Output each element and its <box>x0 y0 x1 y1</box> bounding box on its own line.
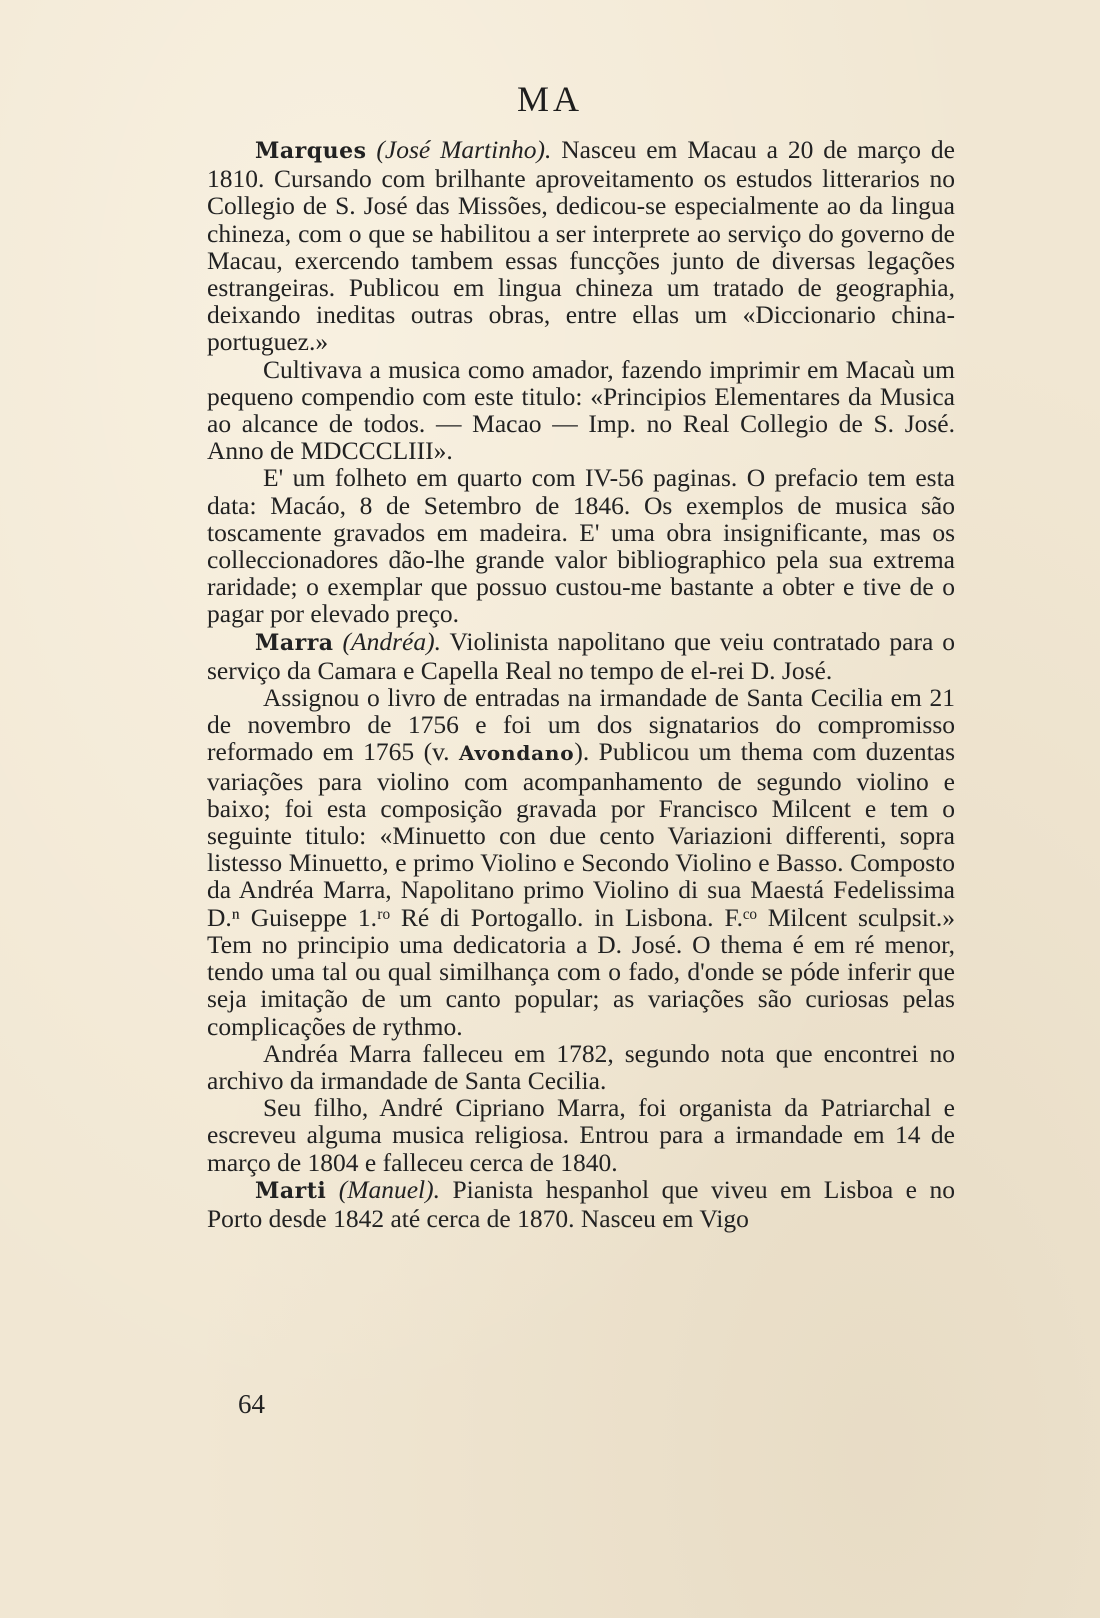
entry-marti-paragraph <box>207 1176 955 1232</box>
paragraph: Cultivava a musica como amador, fazendo imprimir em Macaù um pequeno compendio com este titulo: «Principios Elementares da Musica ao alcance de todos. — Macao — Imp. no Real Collegio de S. José. Anno de MDCCCLIII». <box>207 354 955 466</box>
page-number: 64 <box>238 1389 265 1419</box>
entry-text: Pianista hespanhol que viveu em Lisboa e no Porto desde 1842 até cerca de 1870. Nasceu em Vigo <box>207 1174 955 1233</box>
body-text <box>207 136 955 1232</box>
entry-name-marti: Marti <box>255 1177 327 1204</box>
entry-given-name: (José Martinho). <box>376 135 552 164</box>
entry-text: Nasceu em Macau a 20 de março de 1810. Cursando com brilhante aproveitamento os estudos litterarios no Collegio de S. José das Missões, dedicou-se especialmente ao da lingua chineza, com o que se habilitou a ser interprete ao serviço do governo de Macau, exercendo tambem essas funcções junto de diversas legações estrangeiras. Publicou em lingua chineza um tratado de geographia, deixando ineditas outras obras, entre ellas um «Diccionario china-portuguez.» <box>207 135 955 357</box>
entry-given-name: (Andréa). <box>342 626 441 656</box>
entry-marques-paragraph <box>207 136 955 356</box>
entry-given-name: (Manuel). <box>338 1174 440 1204</box>
paragraph-text: ). Publicou um thema com duzentas variações para violino com acompanhamento de segundo violino e baixo; foi esta composição gravada por Francisco Milcent e tem o seguinte titulo: «Minuetto con due cento Variazioni differenti, sopra listesso Minuetto, e primo Violino e Secondo Violino e Basso. Composto da Andréa Marra, Napolitano primo Violino di sua Maestá Fedelissima D.ⁿ Guiseppe 1.ʳᵒ Ré di Portogallo. in Lisbona. F.ᶜᵒ Milcent sculpsit.» Tem no principio uma dedicatoria a D. José. O thema é em ré menor, tendo uma tal ou qual similhança com o fado, d'onde se póde inferir que seja imitação de um canto popular; as variações são curiosas pelas complicações de rythmo. <box>207 737 956 1041</box>
paragraph <box>207 684 955 1040</box>
entry-name-marra: Marra <box>255 629 334 656</box>
page-header: MA <box>516 79 583 119</box>
entry-marra-paragraph <box>207 628 955 684</box>
paragraph: Seu filho, André Cipriano Marra, foi organista da Patriarchal e escreveu alguma musica religiosa. Entrou para a irmandade em 14 de março de 1804 e falleceu cerca de 1840. <box>207 1093 955 1177</box>
cross-reference: Avondano <box>458 741 575 766</box>
entry-name-marques: Marques <box>255 138 367 164</box>
paragraph-text: Assignou o livro de entradas na irmandade de Santa Cecilia em 21 de novembro de 1756 e foi um dos signatarios do compromisso reformado em 1765 (v. <box>207 683 955 767</box>
paragraph: Andréa Marra falleceu em 1782, segundo nota que encontrei no archivo da irmandade de Santa Cecilia. <box>207 1038 955 1095</box>
paragraph: E' um folheto em quarto com IV-56 paginas. O prefacio tem esta data: Macáo, 8 de Setembro de 1846. Os exemplos de musica são toscamente gravados em madeira. E' uma obra insignificante, mas os colleccionadores dão-lhe grande valor bibliographico pela sua extrema raridade; o exemplar que possuo custou-me bastante a obter e tive de o pagar por elevado preço. <box>207 463 955 629</box>
entry-text: Violinista napolitano que veiu contratado para o serviço da Camara e Capella Real no tempo de el-rei D. José. <box>207 626 955 685</box>
